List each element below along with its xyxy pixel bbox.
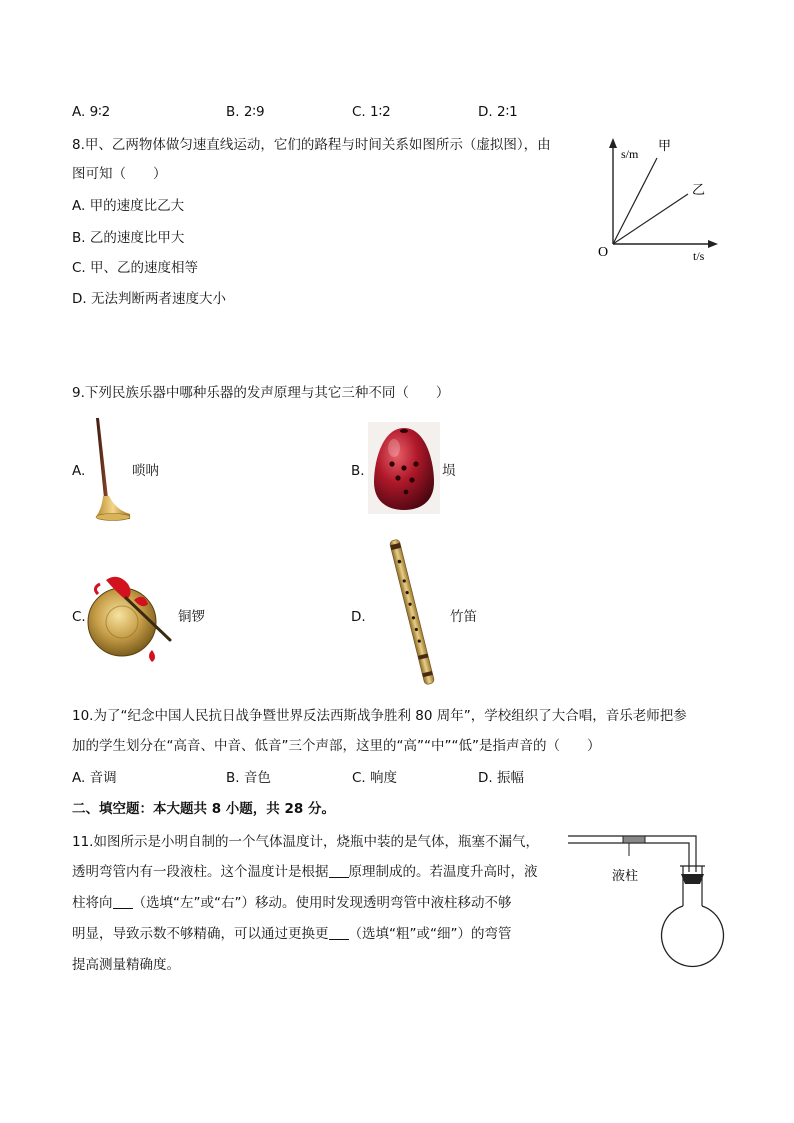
liquid-column bbox=[623, 836, 645, 843]
q8-option-b: B. 乙的速度比甲大 bbox=[72, 230, 185, 246]
q11-line1: 11.如图所示是小明自制的一个气体温度计，烧瓶中装的是气体，瓶塞不漏气， bbox=[72, 834, 539, 850]
q10-option-b: B. 音色 bbox=[226, 770, 271, 786]
q10-option-a: A. 音调 bbox=[72, 770, 117, 786]
suona-image bbox=[86, 416, 138, 524]
q11-line2b-text: 原理制成的。若温度升高时，液 bbox=[348, 864, 538, 880]
q8-option-c: C. 甲、乙的速度相等 bbox=[72, 260, 199, 276]
x-axis-arrow-icon bbox=[708, 240, 718, 248]
y-axis-arrow-icon bbox=[609, 138, 617, 148]
q10-stem-line1: 10.为了“纪念中国人民抗日战争暨世界反法西斯战争胜利 80 周年”，学校组织了大合唱，音乐老师把参 bbox=[72, 708, 687, 724]
x-axis-label: t/s bbox=[693, 249, 705, 263]
q8-option-d: D. 无法判断两者速度大小 bbox=[72, 291, 226, 307]
q9-option-b-name: 埙 bbox=[442, 463, 456, 479]
q7-option-b: B. 2∶9 bbox=[226, 104, 265, 120]
q9-option-a-letter: A. bbox=[72, 463, 86, 479]
q7-option-c: C. 1∶2 bbox=[352, 104, 391, 120]
q11-blank-3[interactable] bbox=[329, 925, 349, 940]
q9-option-a-name: 唢呐 bbox=[132, 463, 159, 479]
q11-line5: 提高测量精确度。 bbox=[72, 957, 180, 973]
q8-stem-line2: 图可知（ ） bbox=[72, 166, 167, 182]
q10-stem-line2: 加的学生划分在“高音、中音、低音”三个声部，这里的“高”“中”“低”是指声音的（ ） bbox=[72, 738, 601, 754]
y-axis-label: s/m bbox=[621, 147, 639, 161]
bamboo-flute-image bbox=[372, 536, 452, 688]
q8-st-graph bbox=[590, 136, 730, 266]
origin-label: O bbox=[598, 245, 609, 260]
q9-option-c-name: 铜锣 bbox=[178, 609, 205, 625]
q9-stem: 9.下列民族乐器中哪种乐器的发声原理与其它三种不同（ ） bbox=[72, 385, 450, 401]
q11-line3 bbox=[72, 893, 511, 913]
gas-thermometer-diagram bbox=[568, 826, 728, 968]
q11-line3a-text: 柱将向 bbox=[72, 895, 113, 911]
q9-option-d-name: 竹笛 bbox=[450, 609, 477, 625]
q9-option-d-letter: D. bbox=[351, 609, 366, 625]
q10-option-c: C. 响度 bbox=[352, 770, 398, 786]
q9-option-b-letter: B. bbox=[351, 463, 365, 479]
q7-option-d: D. 2∶1 bbox=[478, 104, 518, 120]
q8-stem-line1: 8.甲、乙两物体做匀速直线运动，它们的路程与时间关系如图所示（虚拟图），由 bbox=[72, 137, 551, 153]
line-jia bbox=[613, 158, 657, 244]
line-yi-label: 乙 bbox=[692, 182, 706, 197]
q11-line4 bbox=[72, 924, 511, 944]
q11-blank-2[interactable] bbox=[113, 894, 133, 909]
line-yi bbox=[613, 194, 688, 244]
q9-option-c-letter: C. bbox=[72, 609, 86, 625]
q7-option-a: A. 9∶2 bbox=[72, 104, 111, 120]
line-jia-label: 甲 bbox=[658, 138, 672, 153]
xun-image bbox=[368, 422, 440, 514]
liquid-column-label: 液柱 bbox=[612, 868, 639, 883]
gong-image bbox=[86, 570, 180, 662]
q10-option-d: D. 振幅 bbox=[478, 770, 524, 786]
section-2-heading: 二、填空题：本大题共 8 小题，共 28 分。 bbox=[72, 801, 335, 817]
q11-line2 bbox=[72, 862, 538, 882]
q11-line4b-text: （选填“粗”或“细”）的弯管 bbox=[348, 926, 512, 942]
q8-option-a: A. 甲的速度比乙大 bbox=[72, 198, 185, 214]
stopper-icon bbox=[681, 874, 704, 884]
q11-blank-1[interactable] bbox=[329, 863, 349, 878]
q11-line3b-text: （选填“左”或“右”）移动。使用时发现透明弯管中液柱移动不够 bbox=[132, 895, 512, 911]
q11-line2-text: 透明弯管内有一段液柱。这个温度计是根据 bbox=[72, 864, 329, 880]
q11-line4a-text: 明显，导致示数不够精确，可以通过更换更 bbox=[72, 926, 329, 942]
flask-body bbox=[662, 906, 724, 967]
